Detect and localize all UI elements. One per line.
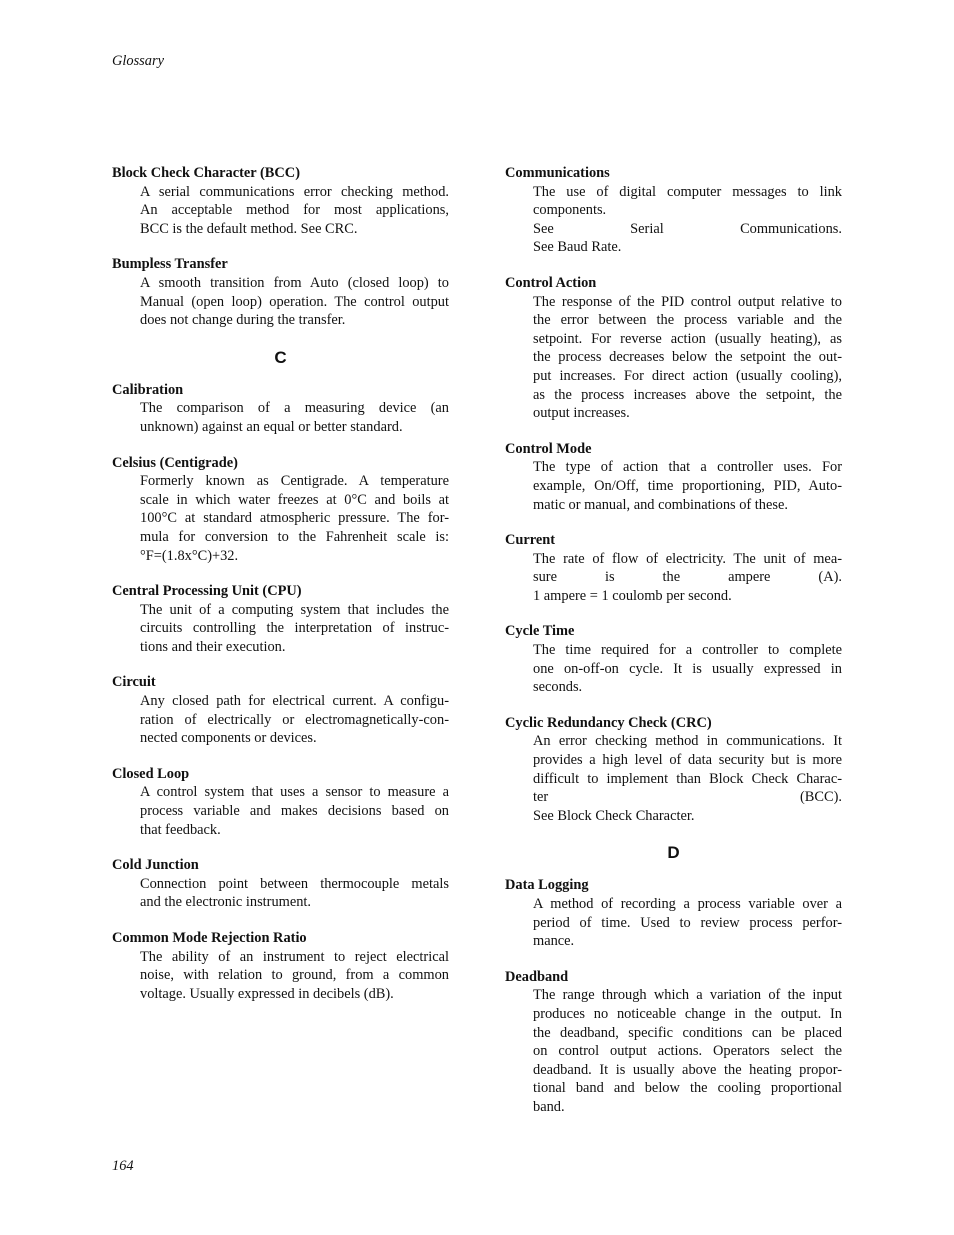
glossary-entry-current bbox=[505, 531, 842, 605]
glossary-term: Calibration bbox=[112, 381, 184, 398]
glossary-entry-central-processing-unit-cpu bbox=[112, 582, 449, 656]
glossary-term: Control Mode bbox=[505, 440, 592, 457]
definition-line: ter (BCC). bbox=[533, 789, 842, 806]
glossary-entry-common-mode-rejection-ratio bbox=[112, 929, 449, 1003]
glossary-entry-communications bbox=[505, 164, 842, 257]
definition-line: Connection point between thermocouple metals bbox=[140, 875, 449, 892]
definition-line: An error checking method in communications. It bbox=[533, 733, 842, 750]
definition-line: process variable and makes decisions based on bbox=[140, 803, 449, 820]
glossary-entry-calibration bbox=[112, 381, 449, 437]
definition-line: as the process increases above the setpoint, the bbox=[533, 386, 842, 403]
glossary-term: Cyclic Redundancy Check (CRC) bbox=[505, 714, 712, 731]
glossary-term: Block Check Character (BCC) bbox=[112, 165, 300, 181]
definition-line: See Block Check Character. bbox=[533, 807, 695, 824]
definition-line: output increases. bbox=[533, 405, 630, 422]
definition-line: circuits controlling the interpretation of instruc- bbox=[140, 620, 449, 637]
page-number: 164 bbox=[112, 1158, 134, 1174]
definition-line: 1 ampere = 1 coulomb per second. bbox=[533, 587, 732, 604]
glossary-term: Current bbox=[505, 532, 556, 549]
definition-line: does not change during the transfer. bbox=[140, 312, 346, 329]
definition-line: °F=(1.8x°C)+32. bbox=[140, 547, 239, 564]
glossary-term: Data Logging bbox=[505, 877, 589, 894]
glossary-term: Common Mode Rejection Ratio bbox=[112, 930, 307, 946]
definition-line: The type of action that a controller uses. For bbox=[533, 459, 842, 476]
definition-line: the error between the process variable and the bbox=[533, 312, 842, 329]
definition-line: and the electronic instrument. bbox=[140, 894, 312, 911]
section-letter-c: C bbox=[274, 347, 287, 367]
glossary-entry-bumpless-transfer bbox=[112, 255, 449, 329]
definition-line: ration of electrically or electromagnetically-con- bbox=[140, 711, 449, 728]
definition-line: period of time. Used to review process perfor- bbox=[533, 914, 842, 931]
running-header: Glossary bbox=[112, 53, 164, 69]
glossary-entry-celsius-centigrade bbox=[112, 454, 449, 566]
definition-line: 100°C at standard atmospheric pressure. The for- bbox=[140, 510, 449, 527]
definition-line: sure is the ampere (A). bbox=[533, 569, 842, 586]
definition-line: The range through which a variation of the input bbox=[533, 987, 842, 1004]
definition-line: Formerly known as Centigrade. A temperature bbox=[140, 473, 449, 490]
definition-line: mance. bbox=[533, 933, 575, 950]
definition-line: A serial communications error checking method. bbox=[140, 183, 449, 200]
definition-line: unknown) against an equal or better standard. bbox=[140, 418, 403, 435]
glossary-term: Bumpless Transfer bbox=[112, 256, 228, 273]
glossary-term: Closed Loop bbox=[112, 765, 190, 782]
definition-line: The comparison of a measuring device (an bbox=[140, 400, 449, 417]
glossary-entry-closed-loop bbox=[112, 765, 449, 839]
definition-line: nected components or devices. bbox=[140, 730, 317, 747]
definition-line: provides a high level of data security but is more bbox=[533, 752, 842, 769]
definition-line: the process decreases below the setpoint the out- bbox=[533, 349, 842, 366]
definition-line: band. bbox=[533, 1098, 565, 1115]
definition-line: that feedback. bbox=[140, 821, 221, 838]
definition-line: The ability of an instrument to reject electrical bbox=[140, 948, 449, 965]
definition-line: produces no noticeable change in the output. In bbox=[533, 1005, 842, 1022]
glossary-term: Cold Junction bbox=[112, 857, 199, 874]
definition-line: The rate of flow of electricity. The unit of mea- bbox=[533, 550, 842, 567]
definition-line: noise, with relation to ground, from a common bbox=[140, 967, 449, 984]
definition-line: difficult to implement than Block Check Charac- bbox=[533, 770, 842, 787]
definition-line: voltage. Usually expressed in decibels (dB). bbox=[140, 985, 394, 1002]
definition-line: The use of digital computer messages to link bbox=[533, 183, 842, 200]
definition-line: components. bbox=[533, 202, 607, 219]
glossary-column-right bbox=[505, 164, 842, 1134]
definition-line: A method of recording a process variable over a bbox=[533, 896, 842, 912]
definition-line: A smooth transition from Auto (closed loop) to bbox=[140, 274, 449, 291]
definition-line: seconds. bbox=[533, 679, 583, 696]
definition-line: The response of the PID control output relative to bbox=[533, 293, 842, 310]
glossary-term: Celsius (Centigrade) bbox=[112, 454, 238, 471]
glossary-term: Cycle Time bbox=[505, 623, 575, 640]
definition-line: Any closed path for electrical current. A configu- bbox=[140, 693, 449, 710]
definition-line: mula for conversion to the Fahrenheit scale is: bbox=[140, 528, 449, 545]
definition-line: put increases. For direct action (usually cooling), bbox=[533, 367, 842, 384]
glossary-entry-circuit bbox=[112, 673, 449, 747]
definition-line: one on-off-on cycle. It is usually expressed in bbox=[533, 660, 842, 677]
definition-line: A control system that uses a sensor to measure a bbox=[140, 784, 449, 801]
definition-line: See Serial Communications. bbox=[533, 220, 842, 237]
definition-line: tions and their execution. bbox=[140, 638, 286, 655]
glossary-column-left bbox=[112, 164, 449, 1020]
definition-line: on control output actions. Operators select the bbox=[533, 1043, 842, 1060]
definition-line: The unit of a computing system that includes the bbox=[140, 601, 449, 618]
section-letter-d: D bbox=[667, 843, 680, 863]
glossary-entry-control-mode bbox=[505, 440, 842, 514]
glossary-term: Deadband bbox=[505, 968, 569, 985]
glossary-entry-cyclic-redundancy-check-crc bbox=[505, 714, 842, 826]
definition-line: the deadband, specific conditions can be placed bbox=[533, 1024, 842, 1041]
glossary-term: Control Action bbox=[505, 274, 597, 291]
glossary-entry-control-action bbox=[505, 274, 842, 423]
glossary-term: Circuit bbox=[112, 674, 156, 691]
glossary-entry-block-check-character-bcc bbox=[112, 164, 449, 238]
definition-line: setpoint. For reverse action (usually heating), as bbox=[533, 330, 842, 347]
definition-line: See Baud Rate. bbox=[533, 239, 622, 256]
glossary-entry-data-logging bbox=[505, 876, 842, 950]
glossary-term: Communications bbox=[505, 165, 610, 181]
definition-line: deadband. It is usually above the heating propor- bbox=[533, 1061, 842, 1078]
definition-line: example, On/Off, time proportioning, PID, Auto- bbox=[533, 477, 842, 494]
definition-line: The time required for a controller to complete bbox=[533, 642, 842, 659]
glossary-entry-deadband bbox=[505, 968, 842, 1117]
definition-line: An acceptable method for most applications, bbox=[140, 202, 449, 219]
definition-line: scale in which water freezes at 0°C and boils at bbox=[140, 491, 449, 508]
glossary-entry-cold-junction bbox=[112, 856, 449, 912]
glossary-term: Central Processing Unit (CPU) bbox=[112, 583, 302, 600]
definition-line: Manual (open loop) operation. The control output bbox=[140, 293, 449, 310]
definition-line: tional band and below the cooling proportional bbox=[533, 1080, 842, 1097]
definition-line: matic or manual, and combinations of these. bbox=[533, 496, 788, 513]
definition-line: BCC is the default method. See CRC. bbox=[140, 220, 358, 237]
glossary-entry-cycle-time bbox=[505, 622, 842, 696]
